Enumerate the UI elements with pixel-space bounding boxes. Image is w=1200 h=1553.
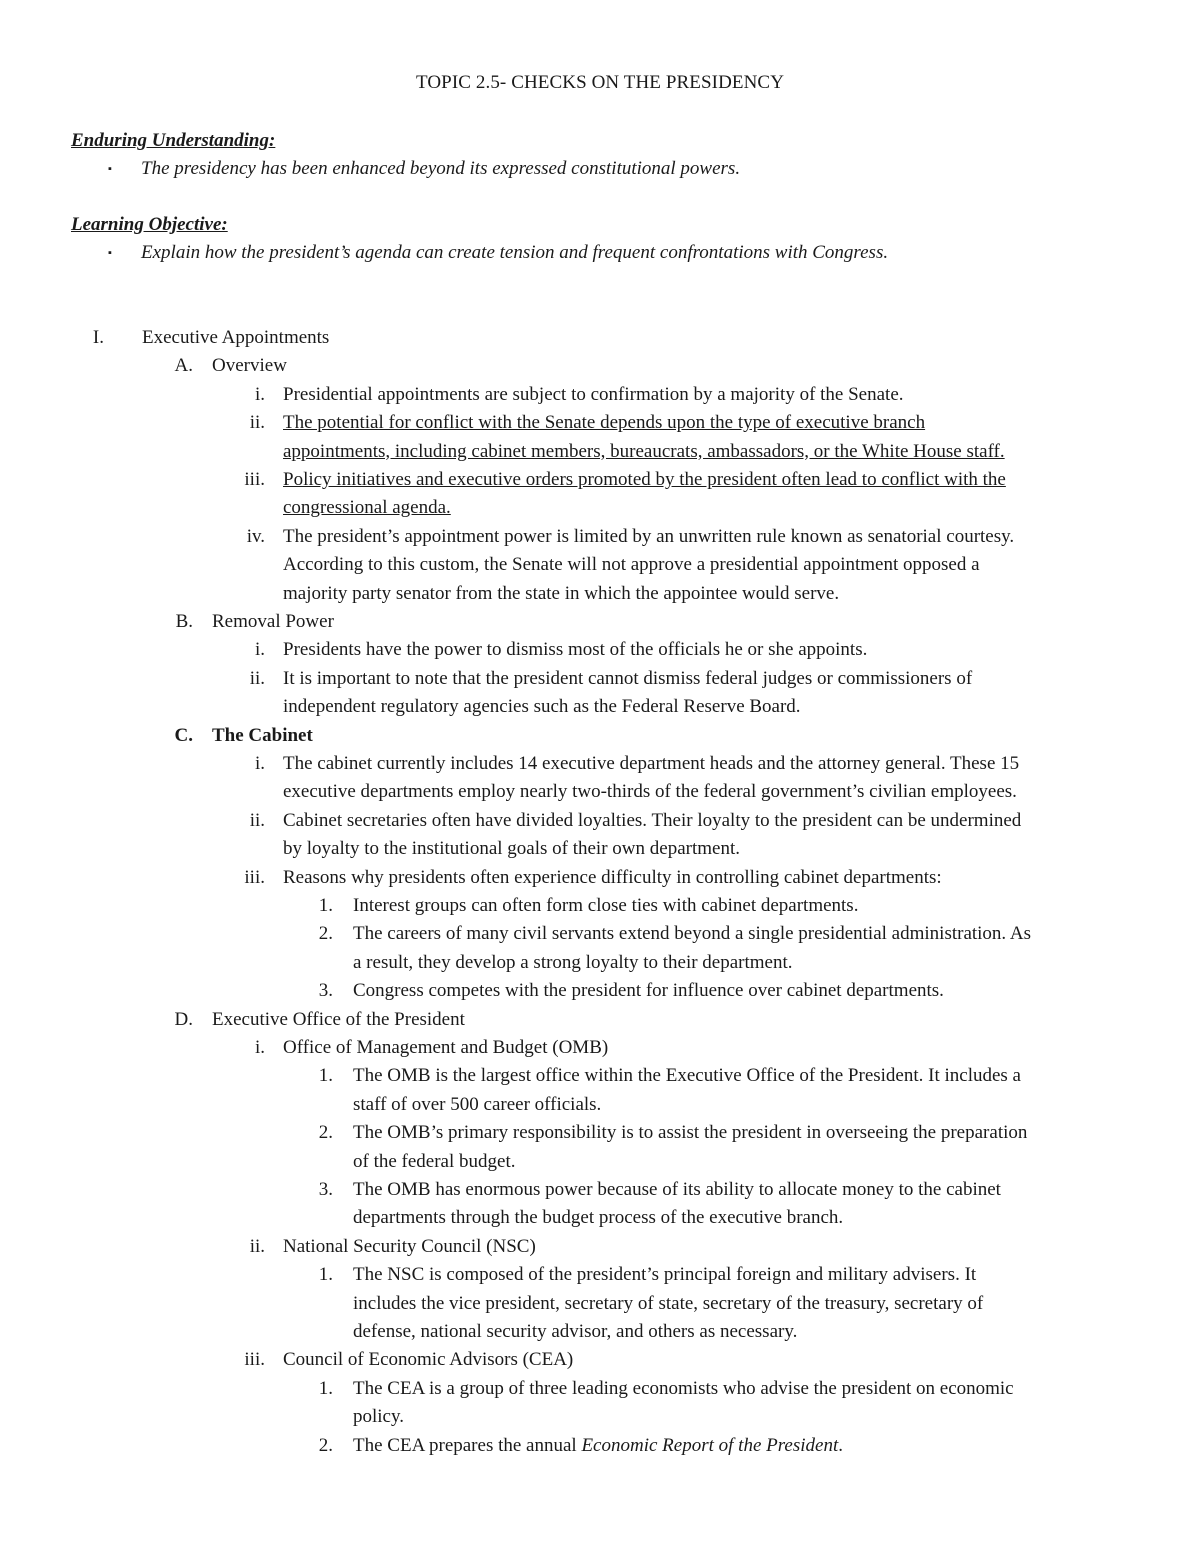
outline-marker: 1. [318,895,333,916]
outline-item-text: Cabinet secretaries often have divided loyalties. Their loyalty to the president can be undermined [283,809,1022,831]
cea-report-title: Economic Report of the President [581,1434,839,1456]
outline-marker: 1. [318,1377,333,1399]
outline-item-text: According to this custom, the Senate will not approve a presidential appointment opposed a [283,554,980,576]
outline-marker: iii. [244,866,265,888]
enduring-understanding-heading: Enduring Understanding: [71,130,276,151]
outline-item-text: policy. [353,1406,405,1428]
outline-item-text: of the federal budget. [353,1150,516,1172]
cea-heading: Council of Economic Advisors (CEA) [283,1349,574,1371]
enduring-understanding-bullet: ▪ The presidency has been enhanced beyond its expressed constitutional powers. [108,158,741,179]
outline-marker: i. [254,753,265,774]
learning-objective-bullet: ▪ Explain how the president’s agenda can create tension and frequent confrontations with Congress. [108,242,889,263]
document-title: TOPIC 2.5- CHECKS ON THE PRESIDENCY [415,72,785,93]
outline-item-text: The potential for conflict with the Senate depends upon the type of executive branch [283,412,926,434]
outline-marker: iv. [246,525,265,547]
outline-marker: i. [254,383,265,405]
outline-marker: ii. [249,809,265,831]
outline-item-text: Reasons why presidents often experience difficulty in controlling cabinet departments: [283,866,942,888]
outline-marker: ii. [249,667,265,689]
outline-item-text: Policy initiatives and executive orders promoted by the president often lead to conflict with the [283,469,1006,490]
learning-objective-heading: Learning Objective: [71,214,228,235]
cea-report-post: . [838,1434,843,1456]
outline-item-text: The OMB’s primary responsibility is to assist the president in overseeing the preparation [353,1122,1028,1144]
outline-item-text: Presidents have the power to dismiss most of the officials he or she appoints. [283,639,868,661]
outline-marker: B. [175,611,193,632]
omb-heading: Office of Management and Budget (OMB) [283,1037,609,1058]
outline-marker: D. [174,1008,193,1030]
cea-report-item [353,1435,843,1457]
outline-marker: 3. [318,980,333,1002]
outline-marker: 3. [318,1179,333,1200]
outline-item-text: includes the vice president, secretary of state, secretary of the treasury, secretary of [353,1292,984,1314]
outline-item-text: Presidential appointments are subject to confirmation by a majority of the Senate. [283,383,904,405]
outline-item-text: a result, they develop a strong loyalty to their department. [353,951,793,973]
outline-item-text: majority party senator from the state in which the appointee would serve. [283,582,840,604]
outline-item-text: congressional agenda. [283,497,451,519]
bullet-icon: ▪ [108,163,112,175]
outline-marker: 2. [318,1434,333,1456]
outline-marker: ii. [249,412,265,434]
outline-item-text: The careers of many civil servants extend beyond a single presidential administration. As [353,923,1031,945]
bullet-icon: ▪ [108,247,112,259]
outline-item-text: staff of over 500 career officials. [353,1093,602,1115]
outline-marker: C. [174,724,193,746]
outline-marker: ii. [249,1235,265,1257]
outline-item-text: The cabinet currently includes 14 executive department heads and the attorney general. These 15 [283,753,1020,774]
outline-marker: i. [254,639,265,661]
outline-item-text: It is important to note that the president cannot dismiss federal judges or commissioners of [283,667,973,689]
outline-item-text: The NSC is composed of the president’s principal foreign and military advisers. It [353,1264,977,1286]
outline-item-text: by loyalty to the institutional goals of their own department. [283,838,740,860]
outline-marker: 2. [318,1122,333,1144]
subsection-the-cabinet: The Cabinet [212,724,313,746]
outline-item-text: independent regulatory agencies such as the Federal Reserve Board. [283,696,801,718]
outline-marker: iii. [244,1349,265,1371]
subsection-executive-office: Executive Office of the President [212,1008,465,1030]
cea-report-pre: The CEA prepares the annual [353,1434,582,1456]
outline-item-text: The OMB is the largest office within the Executive Office of the President. It includes a [353,1065,1021,1087]
subsection-removal-power: Removal Power [212,611,334,632]
outline-marker: i. [254,1037,265,1058]
nsc-heading: National Security Council (NSC) [283,1235,536,1257]
outline-item-text: The CEA is a group of three leading economists who advise the president on economic [353,1377,1014,1399]
outline-item-text: Interest groups can often form close ties with cabinet departments. [353,895,859,916]
outline-item-text: executive departments employ nearly two-thirds of the federal government’s civilian employees. [283,781,1017,803]
subsection-overview: Overview [212,355,287,377]
outline-item-text: defense, national security advisor, and others as necessary. [353,1321,798,1342]
outline-marker: 1. [318,1065,333,1087]
outline-item-text: appointments, including cabinet members, bureaucrats, ambassadors, or the White House staff. [283,440,1005,462]
outline-item-text: departments through the budget process of the executive branch. [353,1207,844,1229]
outline-marker: 2. [318,923,333,945]
outline-marker: A. [174,355,193,377]
outline-item-text: The president’s appointment power is limited by an unwritten rule known as senatorial courtesy. [283,525,1015,547]
section-executive-appointments: Executive Appointments [142,327,330,348]
outline-item-text: The OMB has enormous power because of its ability to allocate money to the cabinet [353,1179,1001,1200]
outline-marker: 1. [318,1264,333,1286]
outline-marker: iii. [244,469,265,490]
outline-marker: I. [92,327,104,348]
outline-item-text: Congress competes with the president for influence over cabinet departments. [353,980,944,1002]
